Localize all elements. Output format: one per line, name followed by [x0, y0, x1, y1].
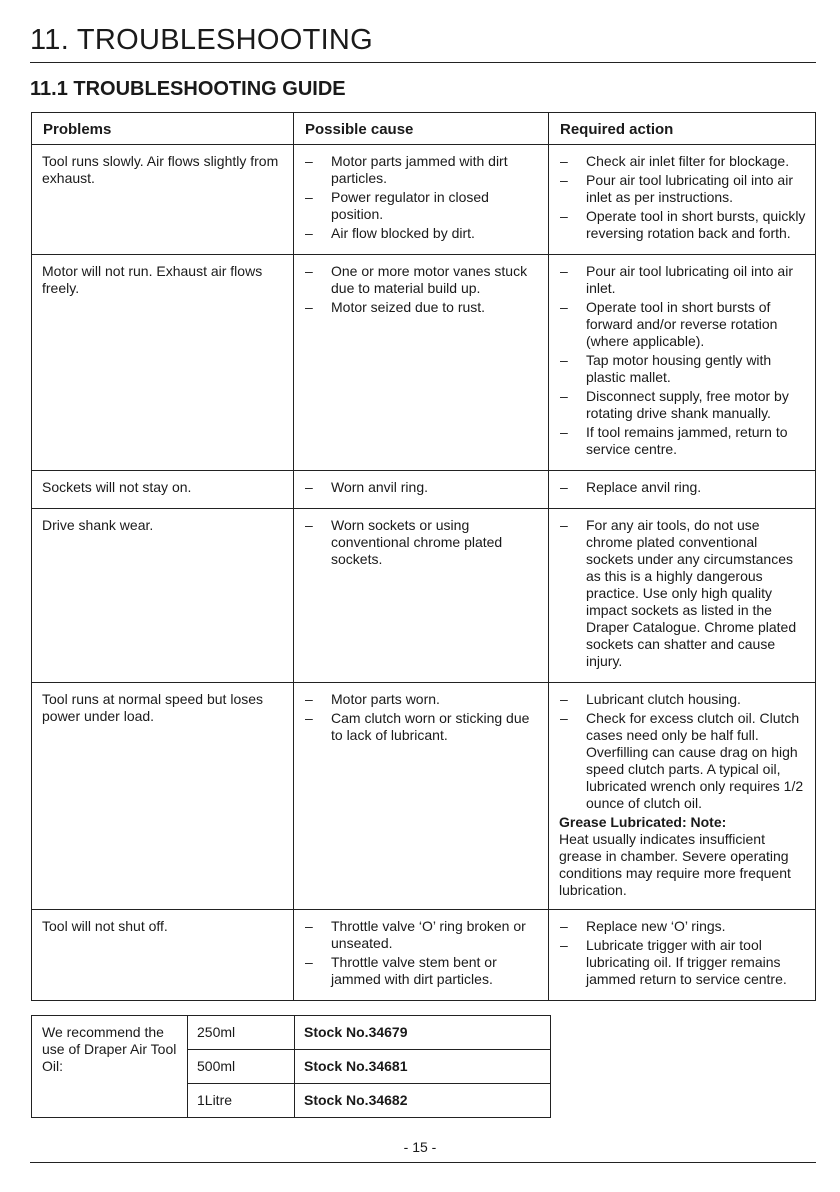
- cause-item: – Cam clutch worn or sticking due to lack of lubricant.: [304, 710, 540, 744]
- oil-stock-number: Stock No.34682: [295, 1084, 551, 1118]
- cause-cell: [294, 910, 549, 1001]
- action-item: – Pour air tool lubricating oil into air inlet.: [559, 263, 807, 297]
- table-header-row: [32, 113, 816, 145]
- header-problems: Problems: [32, 113, 294, 145]
- action-cell: [549, 255, 816, 471]
- cause-item: – Throttle valve ‘O’ ring broken or unseated.: [304, 918, 540, 952]
- table-row: [32, 471, 816, 509]
- note-text: Heat usually indicates insufficient grease in chamber. Severe operating conditions may require more frequent lubrication.: [559, 831, 791, 898]
- action-cell: [549, 471, 816, 509]
- header-possible-cause: Possible cause: [294, 113, 549, 145]
- table-row: [32, 683, 816, 910]
- problem-cell: Drive shank wear.: [32, 509, 294, 683]
- action-item: – If tool remains jammed, return to service centre.: [559, 424, 807, 458]
- oil-row: [32, 1016, 551, 1050]
- table-row: [32, 145, 816, 255]
- top-rule: [30, 62, 816, 63]
- section-heading: 11.1 TROUBLESHOOTING GUIDE: [30, 78, 346, 100]
- cause-cell: [294, 509, 549, 683]
- action-item: – Operate tool in short bursts, quickly reversing rotation back and forth.: [559, 208, 807, 242]
- problem-cell: Tool runs slowly. Air flows slightly from exhaust.: [32, 145, 294, 255]
- cause-cell: [294, 471, 549, 509]
- table-row: [32, 255, 816, 471]
- action-item: – For any air tools, do not use chrome plated conventional sockets under any circumstances as this is a highly dangerous practice. Use only high quality impact sockets as listed in the Draper Catalogue. Chrome plated sockets can shatter and cause injury.: [559, 517, 807, 670]
- action-item: – Replace anvil ring.: [559, 479, 807, 496]
- oil-size: 500ml: [188, 1050, 295, 1084]
- cause-cell: [294, 683, 549, 910]
- action-cell: [549, 910, 816, 1001]
- action-cell: [549, 683, 816, 910]
- cause-item: – Air flow blocked by dirt.: [304, 225, 540, 242]
- cause-cell: [294, 255, 549, 471]
- cause-item: – Throttle valve stem bent or jammed with dirt particles.: [304, 954, 540, 988]
- cause-item: – One or more motor vanes stuck due to material build up.: [304, 263, 540, 297]
- action-cell: [549, 145, 816, 255]
- action-item: – Pour air tool lubricating oil into air inlet as per instructions.: [559, 172, 807, 206]
- action-cell: [549, 509, 816, 683]
- cause-item: – Motor parts worn.: [304, 691, 540, 708]
- table-row: [32, 509, 816, 683]
- page-heading: 11. TROUBLESHOOTING: [30, 24, 374, 56]
- problem-cell: Tool runs at normal speed but loses power under load.: [32, 683, 294, 910]
- cause-item: – Power regulator in closed position.: [304, 189, 540, 223]
- action-item: – Lubricant clutch housing.: [559, 691, 807, 708]
- oil-recommendation-table: [31, 1015, 551, 1118]
- cause-item: – Motor parts jammed with dirt particles.: [304, 153, 540, 187]
- action-item: – Operate tool in short bursts of forward and/or reverse rotation (where applicable).: [559, 299, 807, 350]
- cause-cell: [294, 145, 549, 255]
- oil-stock-number: Stock No.34681: [295, 1050, 551, 1084]
- oil-size: 1Litre: [188, 1084, 295, 1118]
- bottom-rule: [30, 1162, 816, 1163]
- oil-stock-number: Stock No.34679: [295, 1016, 551, 1050]
- action-item: – Check for excess clutch oil. Clutch cases need only be half full. Overfilling can cause drag on high speed clutch parts. A typical oil, lubricated wrench only requires 1/2 ounce of clutch oil.: [559, 710, 807, 812]
- oil-intro: We recommend the use of Draper Air Tool Oil:: [32, 1016, 188, 1118]
- action-item: – Replace new ‘O’ rings.: [559, 918, 807, 935]
- troubleshooting-table: [31, 112, 816, 1001]
- oil-size: 250ml: [188, 1016, 295, 1050]
- action-item: – Lubricate trigger with air tool lubricating oil. If trigger remains jammed return to service centre.: [559, 937, 807, 988]
- action-item: – Disconnect supply, free motor by rotating drive shank manually.: [559, 388, 807, 422]
- header-required-action: Required action: [549, 113, 816, 145]
- problem-cell: Motor will not run. Exhaust air flows freely.: [32, 255, 294, 471]
- cause-item: – Motor seized due to rust.: [304, 299, 540, 316]
- table-row: [32, 910, 816, 1001]
- note-title: Grease Lubricated: Note:: [559, 814, 727, 830]
- action-item: – Tap motor housing gently with plastic mallet.: [559, 352, 807, 386]
- cause-item: – Worn sockets or using conventional chrome plated sockets.: [304, 517, 540, 568]
- problem-cell: Tool will not shut off.: [32, 910, 294, 1001]
- page-number: - 15 -: [403, 1139, 437, 1155]
- action-item: – Check air inlet filter for blockage.: [559, 153, 807, 170]
- cause-item: – Worn anvil ring.: [304, 479, 540, 496]
- problem-cell: Sockets will not stay on.: [32, 471, 294, 509]
